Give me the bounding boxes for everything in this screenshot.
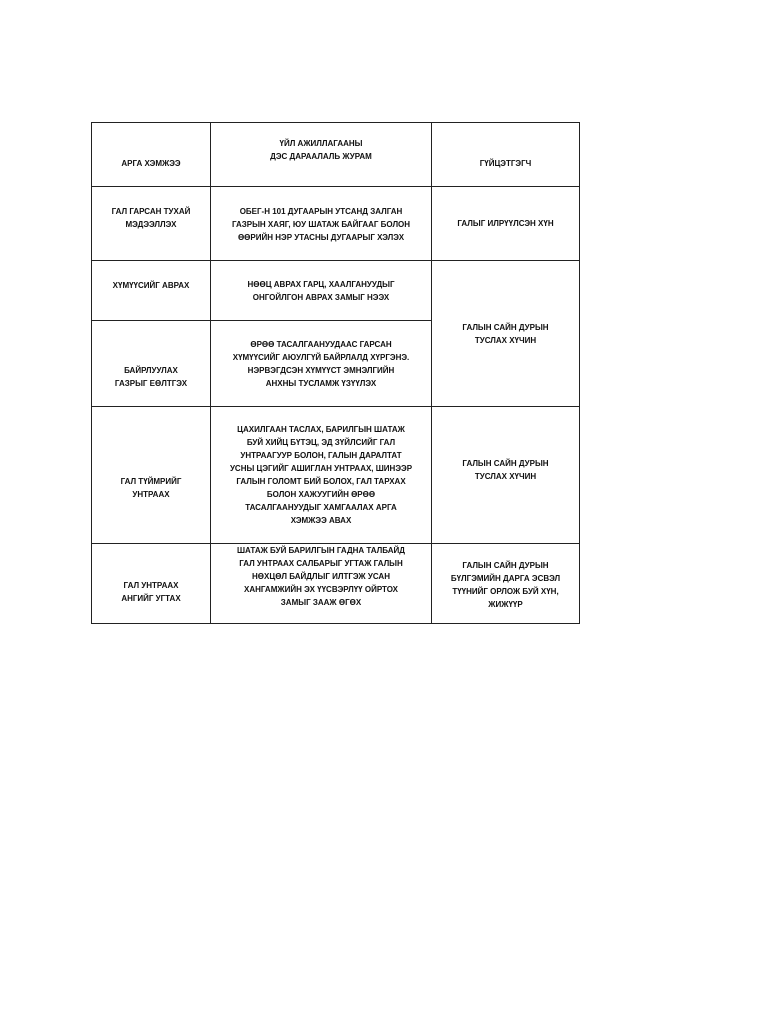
table-row	[92, 407, 580, 544]
row-5-method: ГАЛ УНТРААХ АНГИЙГ УГТАХ	[92, 544, 211, 624]
row-4-method: ГАЛ ТҮЙМРИЙГ УНТРААХ	[92, 407, 211, 544]
table-header-row	[92, 123, 580, 187]
row-1-executor: ГАЛЫГ ИЛРҮҮЛСЭН ХҮН	[432, 187, 580, 261]
row-4-procedure: ЦАХИЛГААН ТАСЛАХ, БАРИЛГЫН ШАТАЖ БУЙ ХИЙЦ БҮТЭЦ, ЭД ЗҮЙЛСИЙГ ГАЛ УНТРААГУУР БОЛОН, ГАЛЫН ДАРАЛТАТ УСНЫ ЦЭГИЙГ АШИГЛАН УНТРААХ, ШИНЭЭР ГАЛЫН ГОЛОМТ БИЙ БОЛОХ, ГАЛ ТАРХАХ БОЛОН ХАЖУУГИЙН ӨРӨӨ ТАСАЛГААНУУДЫГ ХАМГААЛАХ АРГА ХЭМЖЭЭ АВАХ	[211, 407, 432, 544]
row-3-procedure: ӨРӨӨ ТАСАЛГААНУУДААС ГАРСАН ХҮМҮҮСИЙГ АЮУЛГҮЙ БАЙРЛАЛД ХҮРГЭНЭ. НЭРВЭГДСЭН ХҮМҮҮСТ ЭМНЭЛГИЙН АНХНЫ ТУСЛАМЖ ҮЗҮҮЛЭХ	[211, 321, 432, 407]
table-row	[92, 261, 580, 321]
row-3-method: БАЙРЛУУЛАХ ГАЗРЫГ ЕӨЛТГЭХ	[92, 321, 211, 407]
fire-procedure-table	[91, 122, 580, 624]
row-2-executor: ГАЛЫН САЙН ДУРЫН ТУСЛАХ ХҮЧИН	[432, 261, 580, 407]
row-1-procedure: ОБЕГ-Н 101 ДУГААРЫН УТСАНД ЗАЛГАН ГАЗРЫН ХАЯГ, ЮУ ШАТАЖ БАЙГААГ БОЛОН ӨӨРИЙН НЭР УТАСНЫ ДУГААРЫГ ХЭЛЭХ	[211, 187, 432, 261]
header-executor: ГҮЙЦЭТГЭГЧ	[432, 123, 580, 187]
row-5-executor: ГАЛЫН САЙН ДУРЫН БҮЛГЭМИЙН ДАРГА ЭСВЭЛ ТҮҮНИЙГ ОРЛОЖ БУЙ ХҮН, ЖИЖҮҮР	[432, 544, 580, 624]
table-row	[92, 544, 580, 624]
row-2-method: ХҮМҮҮСИЙГ АВРАХ	[92, 261, 211, 321]
header-procedure: ҮЙЛ АЖИЛЛАГААНЫ ДЭС ДАРААЛАЛЬ ЖУРАМ	[211, 123, 432, 187]
row-1-method: ГАЛ ГАРСАН ТУХАЙ МЭДЭЭЛЛЭХ	[92, 187, 211, 261]
header-method: АРГА ХЭМЖЭЭ	[92, 123, 211, 187]
table-row	[92, 187, 580, 261]
row-2-procedure: НӨӨЦ АВРАХ ГАРЦ, ХААЛГАНУУДЫГ ОНГОЙЛГОН АВРАХ ЗАМЫГ НЭЭХ	[211, 261, 432, 321]
row-5-procedure: ШАТАЖ БУЙ БАРИЛГЫН ГАДНА ТАЛБАЙД ГАЛ УНТРААХ САЛБАРЫГ УГТАЖ ГАЛЫН НӨХЦӨЛ БАЙДЛЫГ ИЛТГЭЖ УСАН ХАНГАМЖИЙН ЭХ ҮҮСВЭРЛҮҮ ОЙРТОХ ЗАМЫГ ЗААЖ ӨГӨХ	[211, 544, 432, 624]
row-4-executor: ГАЛЫН САЙН ДУРЫН ТУСЛАХ ХҮЧИН	[432, 407, 580, 544]
